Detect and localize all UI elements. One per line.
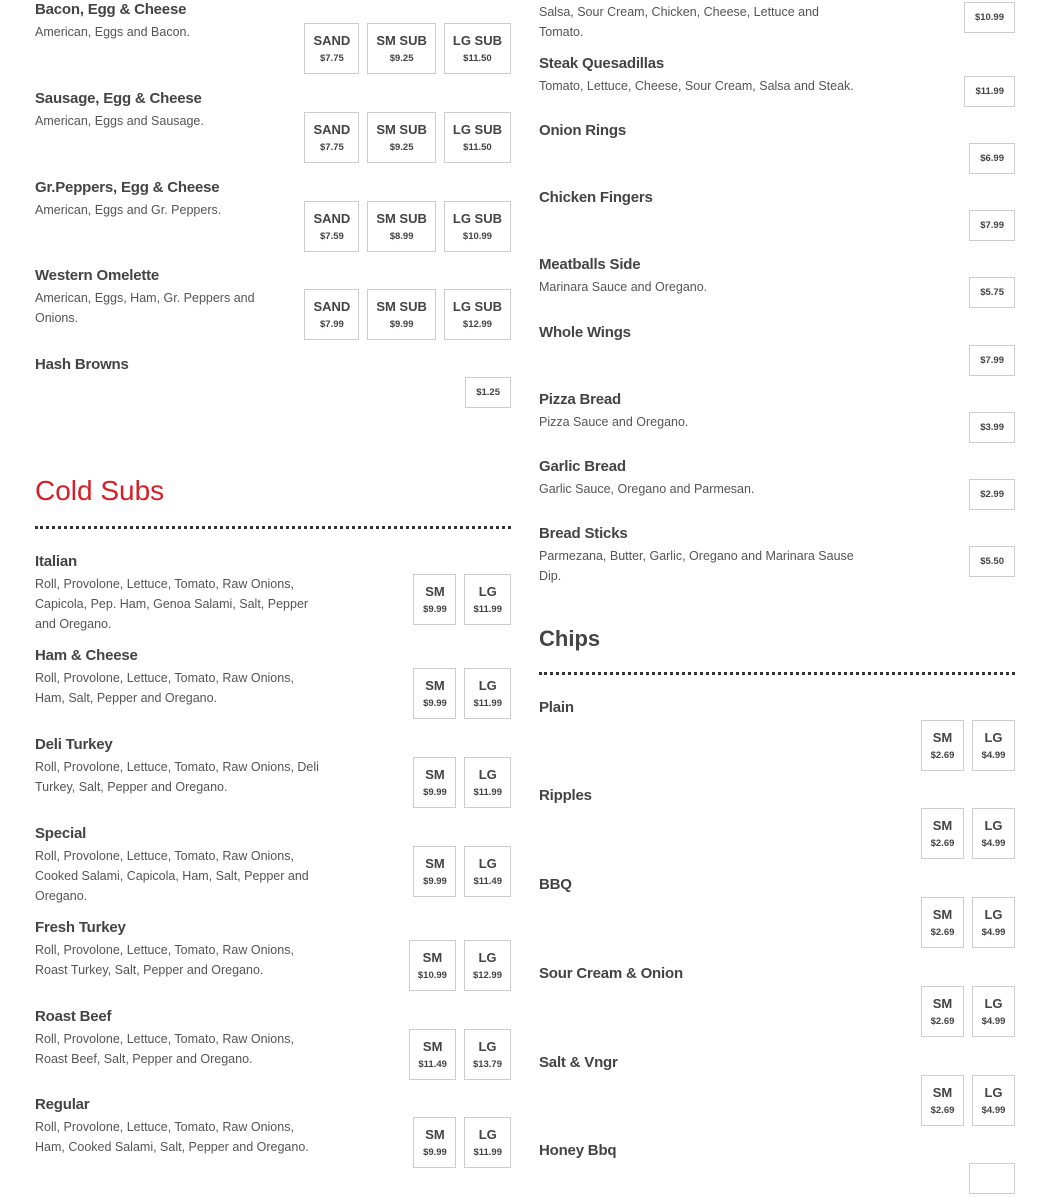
price-value: $9.99 xyxy=(423,604,447,615)
menu-item-name: Regular xyxy=(35,1096,90,1113)
menu-item-name: Pizza Bread xyxy=(539,391,621,408)
price-value: $13.79 xyxy=(472,1059,502,1070)
price-size-label: SM xyxy=(425,1127,445,1142)
menu-item-sour-cream-onion xyxy=(539,964,1015,1027)
price-options xyxy=(413,668,511,719)
price-options xyxy=(921,986,1015,1037)
price-options xyxy=(921,808,1015,859)
price-options xyxy=(304,289,511,340)
menu-item-description: Marinara Sauce and Oregano. xyxy=(539,280,708,294)
menu-item-name: Salt & Vngr xyxy=(539,1054,618,1071)
price-options xyxy=(304,23,511,74)
menu-item-plain xyxy=(539,698,1015,761)
menu-item-name: Onion Rings xyxy=(539,122,626,139)
price-option-lg[interactable] xyxy=(464,1029,511,1080)
price-option-sm[interactable] xyxy=(413,757,456,808)
price-value: $11.50 xyxy=(463,142,492,153)
price-option-sm[interactable] xyxy=(921,986,964,1037)
price-option-lg-sub[interactable] xyxy=(444,289,511,340)
price-options xyxy=(413,757,511,808)
price-size-label: LG xyxy=(478,1127,497,1142)
price-value: $2.69 xyxy=(930,927,955,938)
menu-item-description: Roll, Provolone, Lettuce, Tomato, Raw Onions, Roast Turkey, Salt, Pepper and Oregano. xyxy=(35,943,294,977)
menu-item-name: Special xyxy=(35,825,87,842)
price-size-label: SM xyxy=(422,950,443,965)
price-size-label: SM SUB xyxy=(376,33,427,48)
menu-item-bbq xyxy=(539,875,1015,938)
price-options xyxy=(465,377,511,408)
menu-item-name: Whole Wings xyxy=(539,324,631,341)
price-value: $11.99 xyxy=(473,604,502,615)
menu-item-name: Western Omelette xyxy=(35,267,160,284)
menu-item-onion-rings xyxy=(539,121,1015,181)
menu-item-name: Gr.Peppers, Egg & Cheese xyxy=(35,179,220,196)
price-option-sm[interactable] xyxy=(921,808,964,859)
price-value: $9.99 xyxy=(423,787,447,798)
price-size-label: LG xyxy=(984,907,1003,922)
price-option-lg[interactable] xyxy=(464,1117,511,1168)
price-value: $5.75 xyxy=(980,287,1004,298)
price-value: $9.99 xyxy=(389,319,414,330)
menu-item-name: Bacon, Egg & Cheese xyxy=(35,1,187,18)
price-value: $10.99 xyxy=(974,12,1004,23)
menu-item-ham-cheese xyxy=(35,646,511,709)
price-size-label: SM xyxy=(425,678,445,693)
price-option-sand[interactable] xyxy=(304,23,359,74)
price-option-lg[interactable] xyxy=(972,986,1015,1037)
price-value: $11.49 xyxy=(418,1059,447,1070)
menu-item-honey-bbq xyxy=(539,1141,1015,1201)
price-value: $4.99 xyxy=(981,750,1006,761)
price-size-label: LG xyxy=(478,767,497,782)
price-option-sm[interactable] xyxy=(413,574,456,625)
menu-item-name: Ham & Cheese xyxy=(35,647,138,664)
menu-item-description: American, Eggs and Bacon. xyxy=(35,25,190,39)
price-option-sm[interactable] xyxy=(409,1029,456,1080)
price-options xyxy=(921,720,1015,771)
menu-item-ripples xyxy=(539,786,1015,849)
menu-item-name: Italian xyxy=(35,553,77,570)
menu-item-name: BBQ xyxy=(539,876,572,893)
price-option-single[interactable] xyxy=(465,377,511,408)
price-options xyxy=(969,1163,1015,1194)
menu-item-name: Meatballs Side xyxy=(539,256,641,273)
menu-item-description: American, Eggs, Ham, Gr. Peppers and Onions. xyxy=(35,291,255,325)
price-option-sand[interactable] xyxy=(304,112,359,163)
price-value: $4.99 xyxy=(981,1105,1006,1116)
price-option-sm[interactable] xyxy=(413,1117,456,1168)
price-value: $7.59 xyxy=(320,231,344,242)
price-value: $2.69 xyxy=(930,750,955,761)
price-size-label: LG xyxy=(478,678,497,693)
price-options xyxy=(969,479,1015,510)
menu-item-description: Tomato, Lettuce, Cheese, Sour Cream, Salsa and Steak. xyxy=(539,79,854,93)
menu-item-name: Hash Browns xyxy=(35,356,129,373)
price-options xyxy=(969,143,1015,174)
price-options xyxy=(304,201,511,252)
menu-item-description: American, Eggs and Sausage. xyxy=(35,114,204,128)
price-option-lg-sub[interactable] xyxy=(444,201,511,252)
menu-item-description: Pizza Sauce and Oregano. xyxy=(539,415,689,429)
price-size-label: SM SUB xyxy=(376,211,427,226)
price-value: $3.99 xyxy=(980,422,1004,433)
menu-item-description: Roll, Provolone, Lettuce, Tomato, Raw Onions, Ham, Salt, Pepper and Oregano. xyxy=(35,671,294,705)
price-size-label: LG xyxy=(478,856,497,871)
menu-item-hash-browns xyxy=(35,355,511,415)
menu-item-name: Ripples xyxy=(539,787,592,804)
menu-item-gr-peppers-egg-cheese xyxy=(35,178,511,242)
price-option-sm-sub[interactable] xyxy=(367,289,436,340)
price-option-lg[interactable] xyxy=(972,720,1015,771)
price-size-label: SM xyxy=(425,584,445,599)
price-value: $9.25 xyxy=(389,142,414,153)
price-size-label: LG xyxy=(984,818,1003,833)
price-value: $11.99 xyxy=(473,787,502,798)
price-options xyxy=(969,277,1015,308)
price-option-lg[interactable] xyxy=(464,940,511,991)
price-option-lg[interactable] xyxy=(972,808,1015,859)
price-option-sm[interactable] xyxy=(921,1075,964,1126)
price-size-label: LG SUB xyxy=(452,211,502,226)
price-value: $7.75 xyxy=(320,142,344,153)
price-size-label: SM xyxy=(425,856,445,871)
price-size-label: SM xyxy=(932,907,953,922)
price-option-sm[interactable] xyxy=(413,846,456,897)
price-size-label: LG xyxy=(984,996,1003,1011)
price-size-label: SAND xyxy=(313,211,351,226)
price-value: $2.69 xyxy=(930,1016,955,1027)
price-option-sm[interactable] xyxy=(921,720,964,771)
price-size-label: SM xyxy=(932,996,953,1011)
menu-item-name: Plain xyxy=(539,699,574,716)
menu-item-sausage-egg-cheese xyxy=(35,89,511,153)
price-option-sm-sub[interactable] xyxy=(367,201,436,252)
menu-item-name: Garlic Bread xyxy=(539,458,626,475)
price-option-sand[interactable] xyxy=(304,201,359,252)
price-size-label: SAND xyxy=(313,122,351,137)
menu-item-description: American, Eggs and Gr. Peppers. xyxy=(35,203,222,217)
price-option-single[interactable] xyxy=(969,345,1015,376)
menu-item-description: Roll, Provolone, Lettuce, Tomato, Raw Onions, Deli Turkey, Salt, Pepper and Oregano. xyxy=(35,760,319,794)
price-value: $11.99 xyxy=(473,1147,502,1158)
price-option-single[interactable] xyxy=(969,479,1015,510)
section-title-chips: Chips xyxy=(539,626,601,651)
menu-item-description: Parmezana, Butter, Garlic, Oregano and Marinara Sause Dip. xyxy=(539,549,854,583)
price-value: $9.99 xyxy=(423,876,447,887)
price-size-label: SM xyxy=(422,1039,443,1054)
price-value: $12.99 xyxy=(472,970,502,981)
price-size-label: LG xyxy=(984,730,1003,745)
price-options xyxy=(413,1117,511,1168)
cold-subs-divider xyxy=(35,526,511,529)
price-size-label: SM xyxy=(932,730,953,745)
menu-item-name: Bread Sticks xyxy=(539,525,628,542)
price-value: $4.99 xyxy=(981,927,1006,938)
menu-item-description: Roll, Provolone, Lettuce, Tomato, Raw Onions, Ham, Cooked Salami, Salt, Pepper and Oregano. xyxy=(35,1120,309,1154)
price-option-single[interactable] xyxy=(964,2,1015,33)
price-size-label: SM xyxy=(932,818,953,833)
price-option-lg[interactable] xyxy=(464,757,511,808)
price-option-single[interactable] xyxy=(969,210,1015,241)
menu-item-description: Salsa, Sour Cream, Chicken, Cheese, Lettuce and Tomato. xyxy=(539,5,820,39)
menu-item-roast-beef xyxy=(35,1007,511,1070)
price-option-single[interactable] xyxy=(969,143,1015,174)
menu-item-name: Steak Quesadillas xyxy=(539,55,665,72)
price-option-lg[interactable] xyxy=(464,846,511,897)
menu-item-pizza-bread xyxy=(539,390,1015,450)
menu-item-name: Deli Turkey xyxy=(35,736,113,753)
price-size-label: SM xyxy=(932,1085,953,1100)
menu-item-description: Roll, Provolone, Lettuce, Tomato, Raw Onions, Capicola, Pep. Ham, Genoa Salami, Salt, Pepper and Oregano. xyxy=(35,577,309,631)
menu-item-bacon-egg-cheese xyxy=(35,0,511,64)
menu-item-description: Garlic Sauce, Oregano and Parmesan. xyxy=(539,482,755,496)
price-option-lg[interactable] xyxy=(464,574,511,625)
price-option-lg-sub[interactable] xyxy=(444,112,511,163)
price-options xyxy=(413,574,511,625)
menu-item-name: Fresh Turkey xyxy=(35,919,126,936)
menu-item-name: Chicken Fingers xyxy=(539,189,653,206)
price-value: $2.99 xyxy=(980,489,1004,500)
price-value: $7.99 xyxy=(980,220,1004,231)
menu-item-fresh-turkey xyxy=(35,918,511,981)
price-option-lg[interactable] xyxy=(972,1075,1015,1126)
price-option-sm[interactable] xyxy=(921,897,964,948)
price-size-label: LG xyxy=(478,950,497,965)
price-value: $4.99 xyxy=(981,1016,1006,1027)
price-options xyxy=(969,412,1015,443)
price-value: $7.99 xyxy=(320,319,344,330)
price-size-label: LG xyxy=(478,1039,497,1054)
price-options xyxy=(969,210,1015,241)
price-value: $5.50 xyxy=(980,556,1004,567)
price-size-label: LG SUB xyxy=(452,122,502,137)
price-value: $11.50 xyxy=(463,53,492,64)
section-title-cold-subs: Cold Subs xyxy=(35,475,165,506)
chips-divider xyxy=(539,672,1015,675)
price-value: $12.99 xyxy=(462,319,492,330)
price-option-lg[interactable] xyxy=(972,897,1015,948)
price-value: $11.99 xyxy=(975,86,1004,97)
price-value: $2.69 xyxy=(930,1105,955,1116)
price-value: $11.99 xyxy=(473,698,502,709)
price-value: $2.69 xyxy=(930,838,955,849)
price-size-label: SM SUB xyxy=(376,122,427,137)
menu-item-deli-turkey xyxy=(35,735,511,798)
menu-item-western-omelette xyxy=(35,266,511,330)
price-size-label: SM SUB xyxy=(376,299,427,314)
price-options xyxy=(409,1029,511,1080)
menu-item-steak-quesadillas xyxy=(539,54,1015,114)
menu-item-name: Honey Bbq xyxy=(539,1142,617,1159)
price-options xyxy=(921,1075,1015,1126)
menu-item-special xyxy=(35,824,511,903)
price-options xyxy=(413,846,511,897)
price-options xyxy=(969,546,1015,577)
price-value: $9.99 xyxy=(423,698,447,709)
menu-item-name: Sour Cream & Onion xyxy=(539,965,683,982)
price-size-label: LG xyxy=(984,1085,1003,1100)
menu-item-name: Roast Beef xyxy=(35,1008,112,1025)
price-option-lg-sub[interactable] xyxy=(444,23,511,74)
price-option-single[interactable] xyxy=(969,277,1015,308)
menu-item-bread-sticks xyxy=(539,524,1015,584)
price-value: $10.99 xyxy=(417,970,447,981)
menu-item-italian xyxy=(35,552,511,631)
price-value: $6.99 xyxy=(980,153,1004,164)
price-size-label: SM xyxy=(425,767,445,782)
price-options xyxy=(921,897,1015,948)
price-option-sm[interactable] xyxy=(413,668,456,719)
price-option-single[interactable] xyxy=(969,1163,1015,1194)
price-value: $1.25 xyxy=(476,387,500,398)
price-option-sm-sub[interactable] xyxy=(367,23,436,74)
menu-item-regular xyxy=(35,1095,511,1158)
price-options xyxy=(409,940,511,991)
price-options xyxy=(964,76,1015,107)
menu-item-name: Sausage, Egg & Cheese xyxy=(35,90,202,107)
price-option-single[interactable] xyxy=(969,412,1015,443)
price-size-label: LG xyxy=(478,584,497,599)
price-options xyxy=(304,112,511,163)
price-value: $11.49 xyxy=(473,876,502,887)
menu-item-whole-wings xyxy=(539,323,1015,383)
menu-item-meatballs-side xyxy=(539,255,1015,315)
price-option-lg[interactable] xyxy=(464,668,511,719)
price-size-label: LG SUB xyxy=(452,299,502,314)
price-option-sm-sub[interactable] xyxy=(367,112,436,163)
menu-item-description: Roll, Provolone, Lettuce, Tomato, Raw Onions, Cooked Salami, Capicola, Ham, Salt, Pepper and Oregano. xyxy=(35,849,309,903)
price-value: $4.99 xyxy=(981,838,1006,849)
price-value: $9.99 xyxy=(423,1147,447,1158)
menu-item-chicken-fingers xyxy=(539,188,1015,248)
price-value: $7.99 xyxy=(980,355,1004,366)
price-value: $7.75 xyxy=(320,53,344,64)
menu-item-salt-vngr xyxy=(539,1053,1015,1116)
price-size-label: LG SUB xyxy=(452,33,502,48)
menu-item-item xyxy=(539,0,1015,40)
price-options xyxy=(969,345,1015,376)
menu-item-garlic-bread xyxy=(539,457,1015,517)
price-option-single[interactable] xyxy=(969,546,1015,577)
price-option-sm[interactable] xyxy=(409,940,456,991)
price-size-label: SAND xyxy=(313,299,351,314)
price-value: $10.99 xyxy=(462,231,492,242)
price-size-label: SAND xyxy=(313,33,351,48)
menu-item-description: Roll, Provolone, Lettuce, Tomato, Raw Onions, Roast Beef, Salt, Pepper and Oregano. xyxy=(35,1032,294,1066)
price-value: $9.25 xyxy=(389,53,414,64)
price-option-single[interactable] xyxy=(964,76,1015,107)
price-option-sand[interactable] xyxy=(304,289,359,340)
price-options xyxy=(964,2,1015,33)
price-value: $8.99 xyxy=(389,231,414,242)
